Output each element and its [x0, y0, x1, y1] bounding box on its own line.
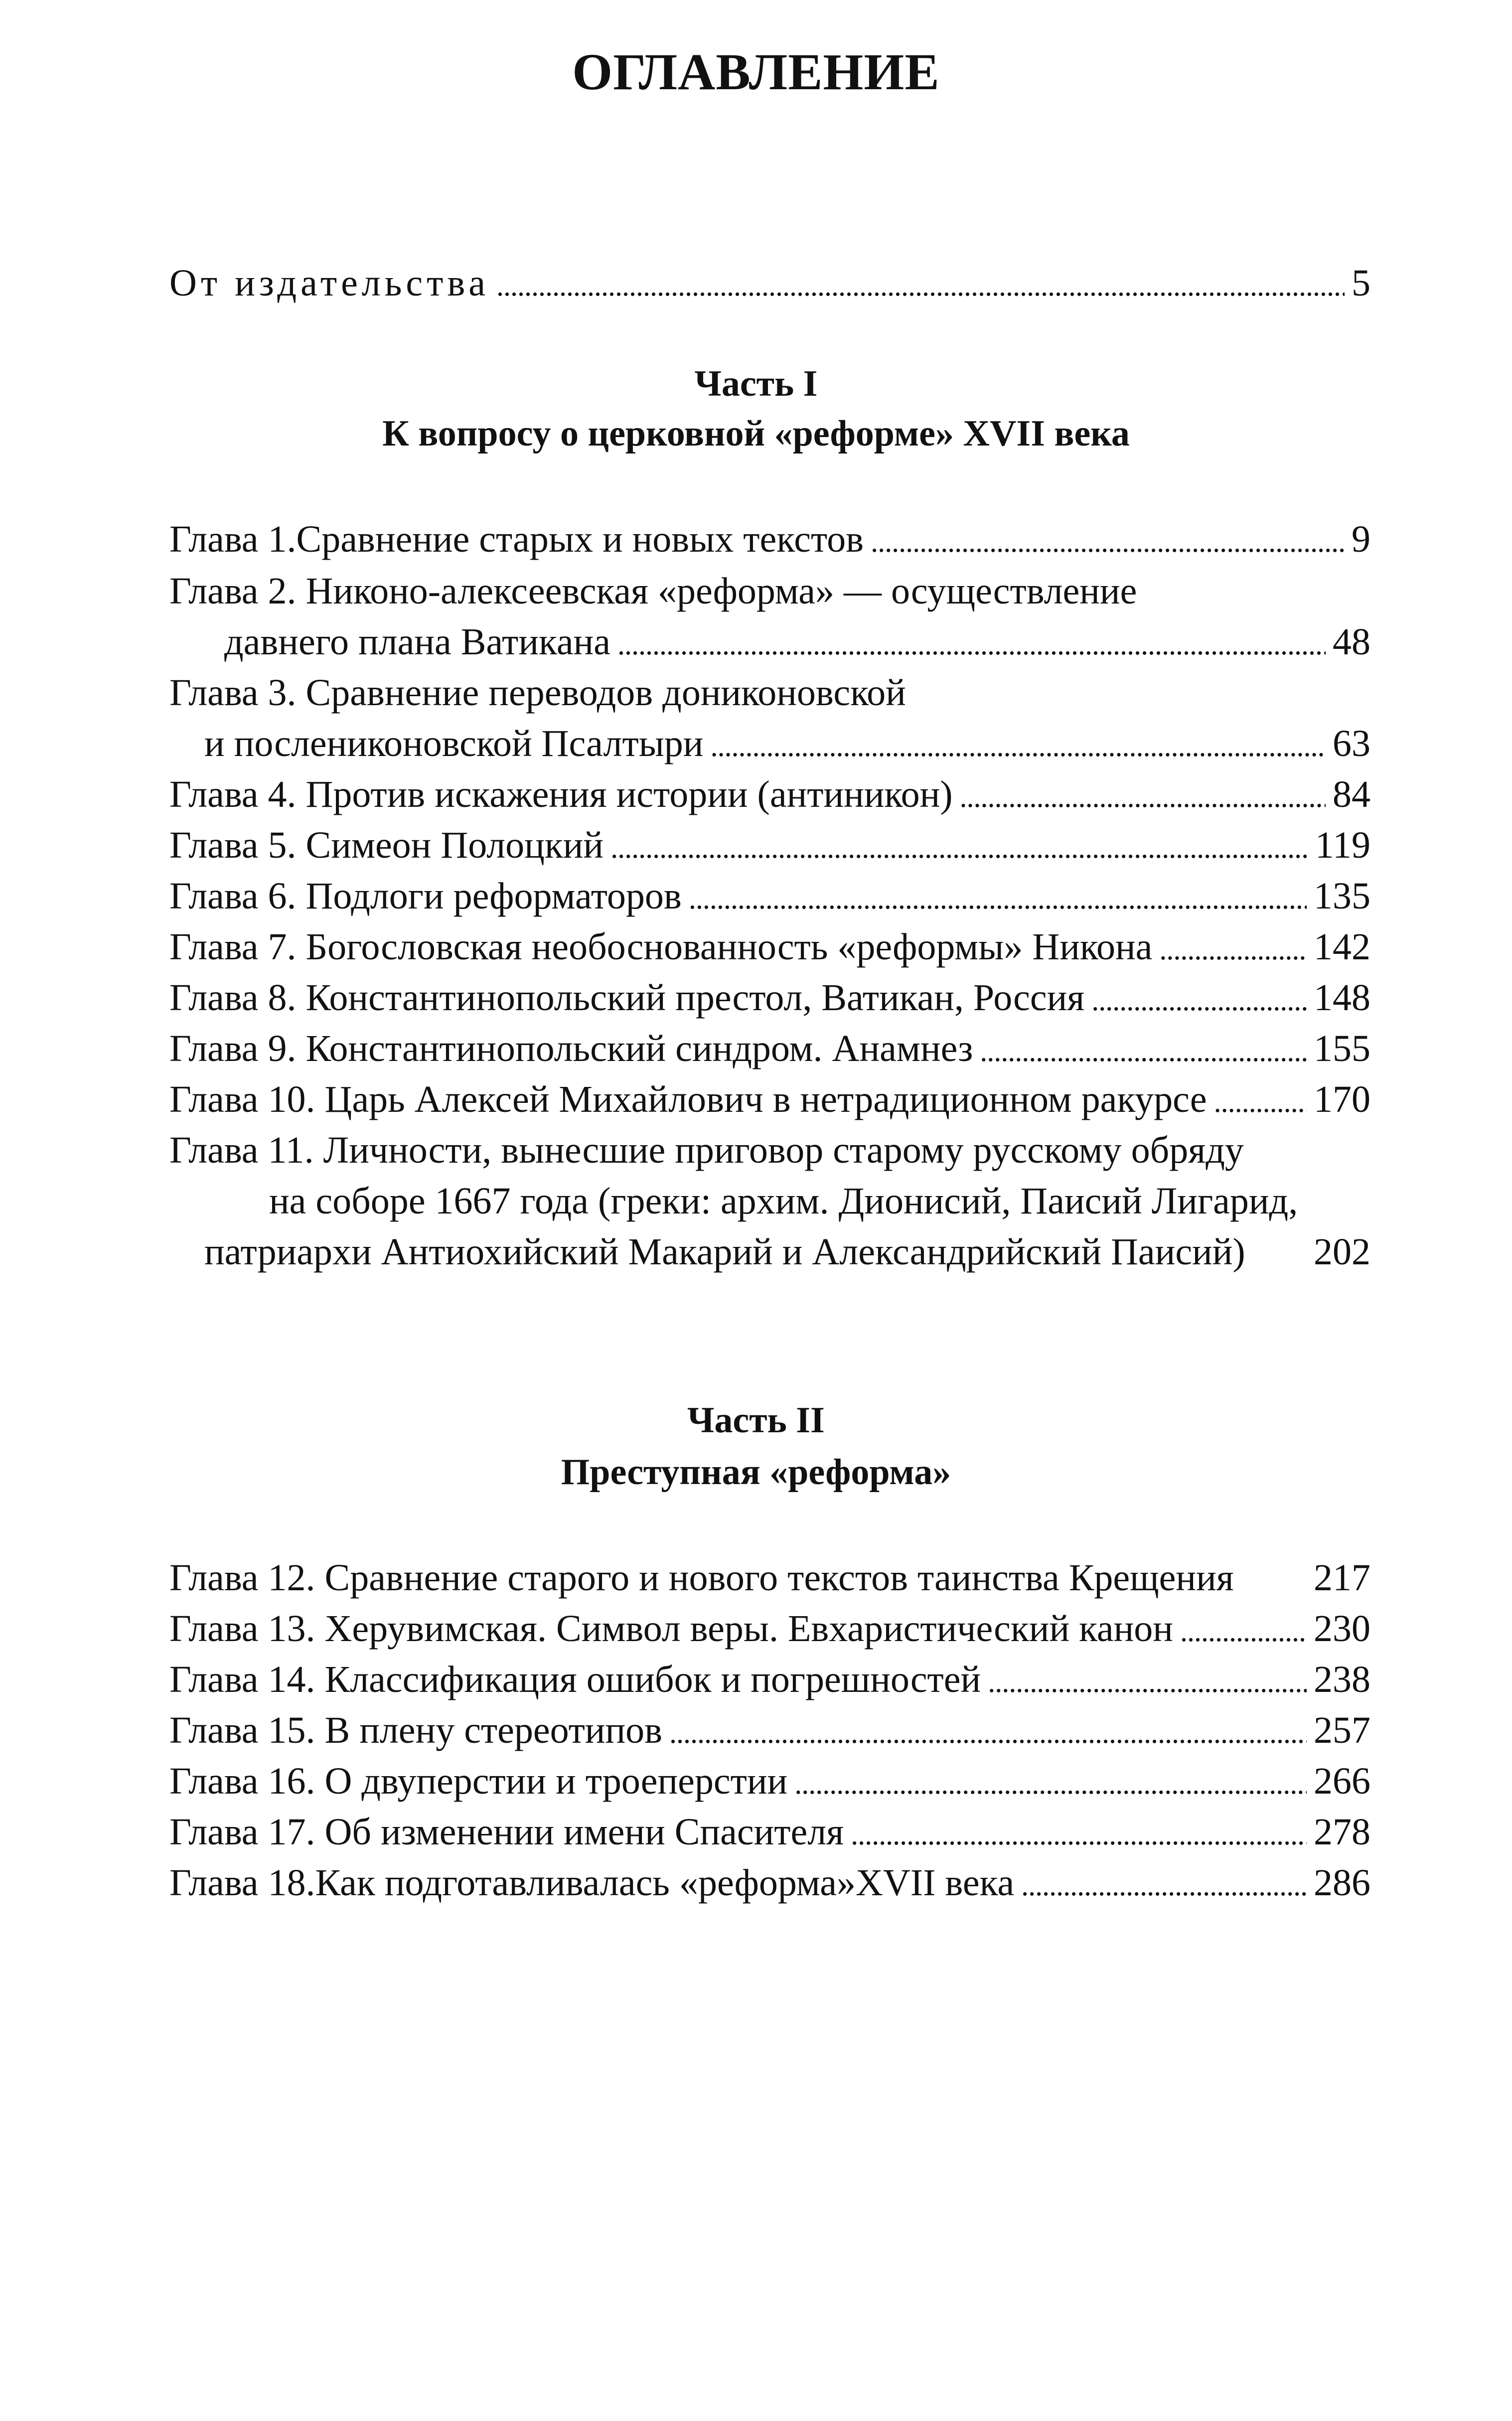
toc-entry-intro[interactable]: [169, 259, 1370, 307]
toc-entry-ch13[interactable]: [169, 1605, 1370, 1653]
dot-leader: [988, 1656, 1307, 1703]
toc-entry-page: 84: [1333, 773, 1370, 815]
part1-subtitle: К вопросу о церковной «реформе» XVII века: [382, 413, 1130, 454]
dot-leader: [851, 1808, 1307, 1856]
toc-entry-text: давнего плана Ватикана: [224, 621, 610, 663]
toc-entry-ch7[interactable]: [169, 923, 1370, 971]
toc-entry-text: Глава 13. Херувимская. Символ веры. Евхаристический канон: [169, 1608, 1173, 1650]
toc-entry-page: 238: [1314, 1659, 1370, 1700]
page-title: ОГЛАВЛЕНИЕ: [572, 43, 940, 101]
dot-leader: [1021, 1859, 1307, 1907]
toc-entry-text: Глава 5. Симеон Полоцкий: [169, 824, 604, 866]
toc-entry-page: 202: [1314, 1231, 1370, 1273]
dot-leader: [617, 618, 1326, 666]
toc-entry-text: на соборе 1667 года (греки: архим. Дионисий, Паисий Лигарид,: [269, 1180, 1298, 1222]
toc-entry-ch14[interactable]: [169, 1656, 1370, 1703]
toc-entry-ch11-line1[interactable]: [169, 1126, 1370, 1174]
toc-entry-text: Глава 18.Как подготавливалась «реформа»XVII века: [169, 1862, 1015, 1904]
toc-entry-ch2-line2[interactable]: [224, 618, 1370, 666]
toc-entry-ch16[interactable]: [169, 1757, 1370, 1805]
toc-entry-page: 155: [1314, 1028, 1370, 1069]
toc-entry-ch12[interactable]: [169, 1554, 1370, 1602]
toc-entry-ch9[interactable]: [169, 1025, 1370, 1072]
toc-entry-ch3-line2[interactable]: [204, 720, 1370, 767]
toc-entry-text: Глава 16. О двуперстии и троеперстии: [169, 1760, 788, 1802]
toc-entry-text: Глава 2. Никоно-алексеевская «реформа» — осуществление: [169, 570, 1137, 612]
toc-entry-text: Глава 17. Об изменении имени Спасителя: [169, 1811, 844, 1853]
toc-entry-text: Глава 3. Сравнение переводов дониконовской: [169, 672, 906, 714]
toc-entry-text: Глава 6. Подлоги реформаторов: [169, 875, 682, 917]
toc-entry-page: 170: [1314, 1078, 1370, 1120]
toc-entry-page: 230: [1314, 1608, 1370, 1650]
toc-entry-text: Глава 15. В плену стереотипов: [169, 1709, 663, 1751]
dot-leader: [710, 720, 1326, 767]
part2-subtitle: Преступная «реформа»: [561, 1452, 951, 1493]
part1-label: Часть I: [694, 363, 818, 404]
toc-entry-text: Глава 10. Царь Алексей Михайлович в нетрадиционном ракурсе: [169, 1078, 1207, 1120]
part2-label: Часть II: [687, 1400, 825, 1441]
toc-entry-page: 286: [1314, 1862, 1370, 1904]
toc-entry-ch10[interactable]: [169, 1075, 1370, 1123]
toc-entry-ch6[interactable]: [169, 872, 1370, 920]
toc-entry-ch15[interactable]: [169, 1706, 1370, 1754]
toc-entry-ch1[interactable]: [169, 515, 1370, 563]
toc-entry-ch2-line1[interactable]: [169, 567, 1370, 615]
toc-entry-ch11-line2[interactable]: [269, 1177, 1370, 1225]
toc-entry-ch4[interactable]: [169, 770, 1370, 818]
dot-leader: [960, 770, 1326, 818]
dot-leader: [1180, 1605, 1307, 1653]
toc-entry-text: патриархи Антиохийский Макарий и Александрийский Паисий): [204, 1231, 1245, 1273]
toc-entry-page: 266: [1314, 1760, 1370, 1802]
toc-entry-page: 217: [1314, 1557, 1370, 1599]
toc-entry-page: 135: [1314, 875, 1370, 917]
dot-leader: [669, 1706, 1307, 1754]
dot-leader: [980, 1025, 1307, 1072]
toc-entry-page: 142: [1314, 926, 1370, 968]
dot-leader: [689, 872, 1307, 920]
toc-entry-text: Глава 4. Против искажения истории (антиникон): [169, 773, 953, 815]
toc-entry-ch8[interactable]: [169, 974, 1370, 1022]
toc-entry-text: Глава 11. Личности, вынесшие приговор старому русскому обряду: [169, 1129, 1244, 1171]
toc-entry-text: Глава 8. Константинопольский престол, Ватикан, Россия: [169, 977, 1085, 1019]
dot-leader: [610, 821, 1308, 869]
toc-entry-text: Глава 9. Константинопольский синдром. Анамнез: [169, 1028, 973, 1069]
toc-entry-ch11-line3[interactable]: [204, 1228, 1370, 1276]
dot-leader: [794, 1757, 1307, 1805]
dot-leader: [1159, 923, 1307, 971]
toc-entry-text: Глава 1.Сравнение старых и новых текстов: [169, 518, 864, 560]
toc-entry-page: 148: [1314, 977, 1370, 1019]
toc-entry-ch5[interactable]: [169, 821, 1370, 869]
toc-entry-text: От издательства: [169, 262, 489, 304]
toc-entry-page: 63: [1333, 723, 1370, 764]
toc-entry-ch3-line1[interactable]: [169, 669, 1370, 717]
toc-entry-text: Глава 12. Сравнение старого и нового текстов таинства Крещения: [169, 1557, 1234, 1599]
toc-entry-text: Глава 7. Богословская необоснованность «реформы» Никона: [169, 926, 1153, 968]
dot-leader: [1214, 1075, 1307, 1123]
dot-leader: [871, 515, 1345, 563]
toc-entry-page: 5: [1352, 262, 1370, 304]
toc-entry-page: 278: [1314, 1811, 1370, 1853]
toc-entry-ch17[interactable]: [169, 1808, 1370, 1856]
toc-entry-page: 119: [1315, 824, 1370, 866]
toc-entry-page: 257: [1314, 1709, 1370, 1751]
toc-entry-text: и послениконовской Псалтыри: [204, 723, 704, 764]
toc-entry-page: 9: [1352, 518, 1370, 560]
dot-leader: [1091, 974, 1307, 1022]
toc-entry-ch18[interactable]: [169, 1859, 1370, 1907]
toc-entry-page: 48: [1333, 621, 1370, 663]
toc-entry-text: Глава 14. Классификация ошибок и погрешностей: [169, 1659, 981, 1700]
dot-leader: [496, 259, 1345, 307]
